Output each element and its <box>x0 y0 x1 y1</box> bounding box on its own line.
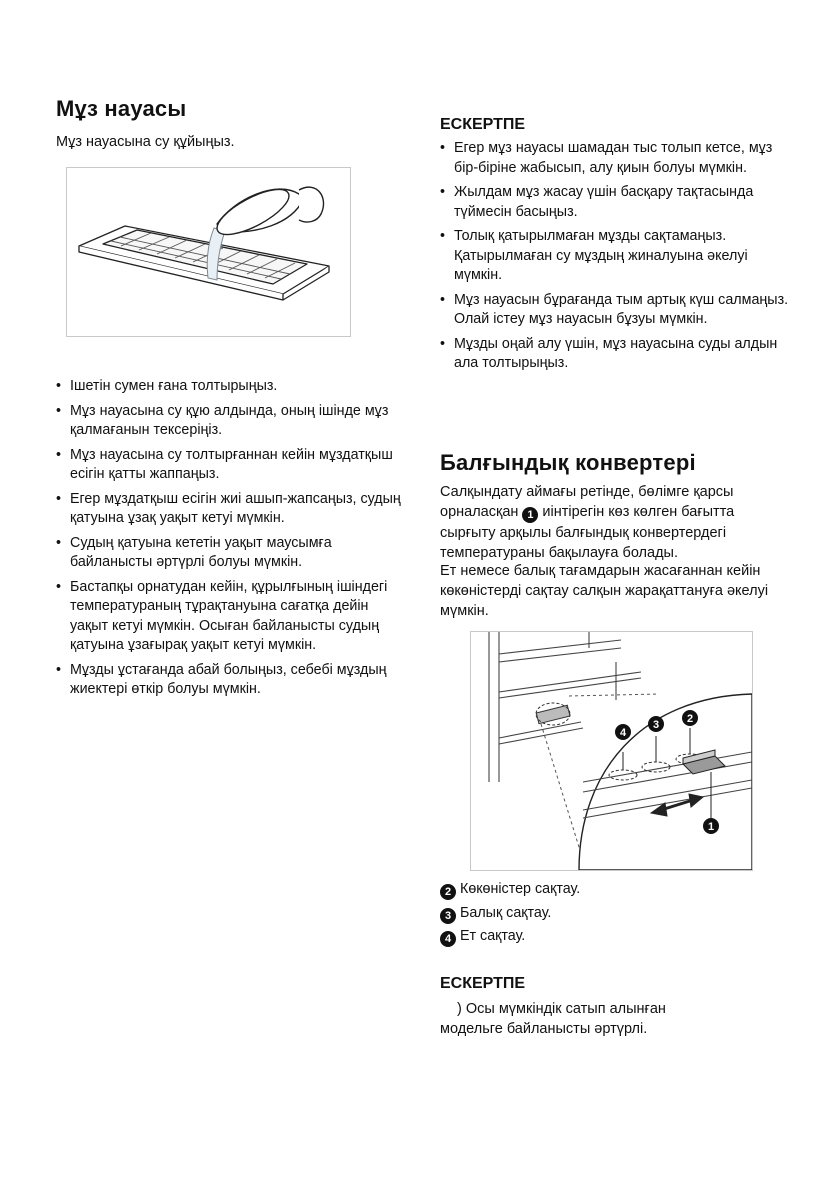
ice-tray-illustration <box>66 167 351 337</box>
list-item: • Мұзды ұстағанда абай болыңыз, себебі мұздың жиектері өткір болуы мүмкін. <box>56 661 406 700</box>
list-item: • Ішетін сумен ғана толтырыңыз. <box>56 377 406 397</box>
list-item: • Мұз науасына су толтырғаннан кейін мұздатқыш есігін қатты жаппаңыз. <box>56 446 406 485</box>
list-item: • Судың қатуына кететін уақыт маусымға байланысты әртүрлі болуы мүмкін. <box>56 534 406 573</box>
list-item: • Егер мұздатқыш есігін жиі ашып-жапсаңыз, судың қатуына ұзақ уақыт кетуі мүмкін. <box>56 490 406 529</box>
note-list <box>440 139 790 379</box>
figure-badge-1: 1 <box>707 821 715 833</box>
legend-item: 3 Балық сақтау. <box>440 902 580 926</box>
list-item: • Толық қатырылмаған мұзды сақтамаңыз. Қатырылмаған су мұздың жиналуына әкелуі мүмкін. <box>440 227 790 286</box>
section-title-ice-tray: Мұз науасы <box>56 96 187 121</box>
ice-tray-drawing <box>67 168 350 336</box>
note-heading: ЕСКЕРТПЕ <box>440 116 526 133</box>
compartment-legend <box>440 878 580 949</box>
freshness-description: Салқындату аймағы ретінде, бөлімге қарсы орналасқан 1 иінтірегін көз көлген бағытта сырғыту арқылы балғындық конвертердегі температураны бақылауға болады. <box>440 484 735 561</box>
figure-badge-4: 4 <box>619 727 627 739</box>
note-heading-2: ЕСКЕРТПЕ <box>440 975 526 992</box>
section-title-freshness: Балғындық конвертері <box>440 450 696 475</box>
freshness-converter-illustration <box>470 631 753 871</box>
ice-tray-intro: Мұз науасына су құйыңыз. <box>56 134 235 150</box>
legend-item: 4 Ет сақтау. <box>440 925 580 949</box>
ice-tray-tips <box>56 377 406 705</box>
figure-badge-3: 3 <box>652 719 660 731</box>
note-2-line-2: модельге байланысты әртүрлі. <box>440 1021 648 1037</box>
list-item: • Егер мұз науасы шамадан тыс толып кетсе, мұз бір-біріне жабысып, алу қиын болуы мүмкін. <box>440 139 790 178</box>
figure-badge-2: 2 <box>686 713 694 725</box>
freshness-warning: Ет немесе балық тағамдарын жасағаннан кейін көкөністерді сақтау салқын жарақаттануға әкелуі мүмкін. <box>440 563 769 619</box>
list-item: • Жылдам мұз жасау үшін басқару тақтасында түймесін басыңыз. <box>440 183 790 222</box>
list-item: • Мұзды оңай алу үшін, мұз науасына суды алдын ала толтырыңыз. <box>440 335 790 374</box>
note-2-line-1: ) Осы мүмкіндік сатып алынған <box>457 1001 666 1017</box>
list-item: • Мұз науасына су құю алдында, оның ішінде мұз қалмағанын тексеріңіз. <box>56 402 406 441</box>
converter-drawing <box>471 632 752 870</box>
legend-item: 2 Көкөністер сақтау. <box>440 878 580 902</box>
list-item: • Бастапқы орнатудан кейін, құрылғының ішіндегі температураның тұрақтануына сағатқа дейін уақыт кетуі мүмкін. Осыған байланысты судың қатуына ұзағырақ уақыт кетуі мүмкін. <box>56 578 406 656</box>
badge-1: 1 <box>522 507 538 523</box>
list-item: • Мұз науасын бұрағанда тым артық күш салмаңыз. Олай істеу мұз науасын бұзуы мүмкін. <box>440 291 790 330</box>
